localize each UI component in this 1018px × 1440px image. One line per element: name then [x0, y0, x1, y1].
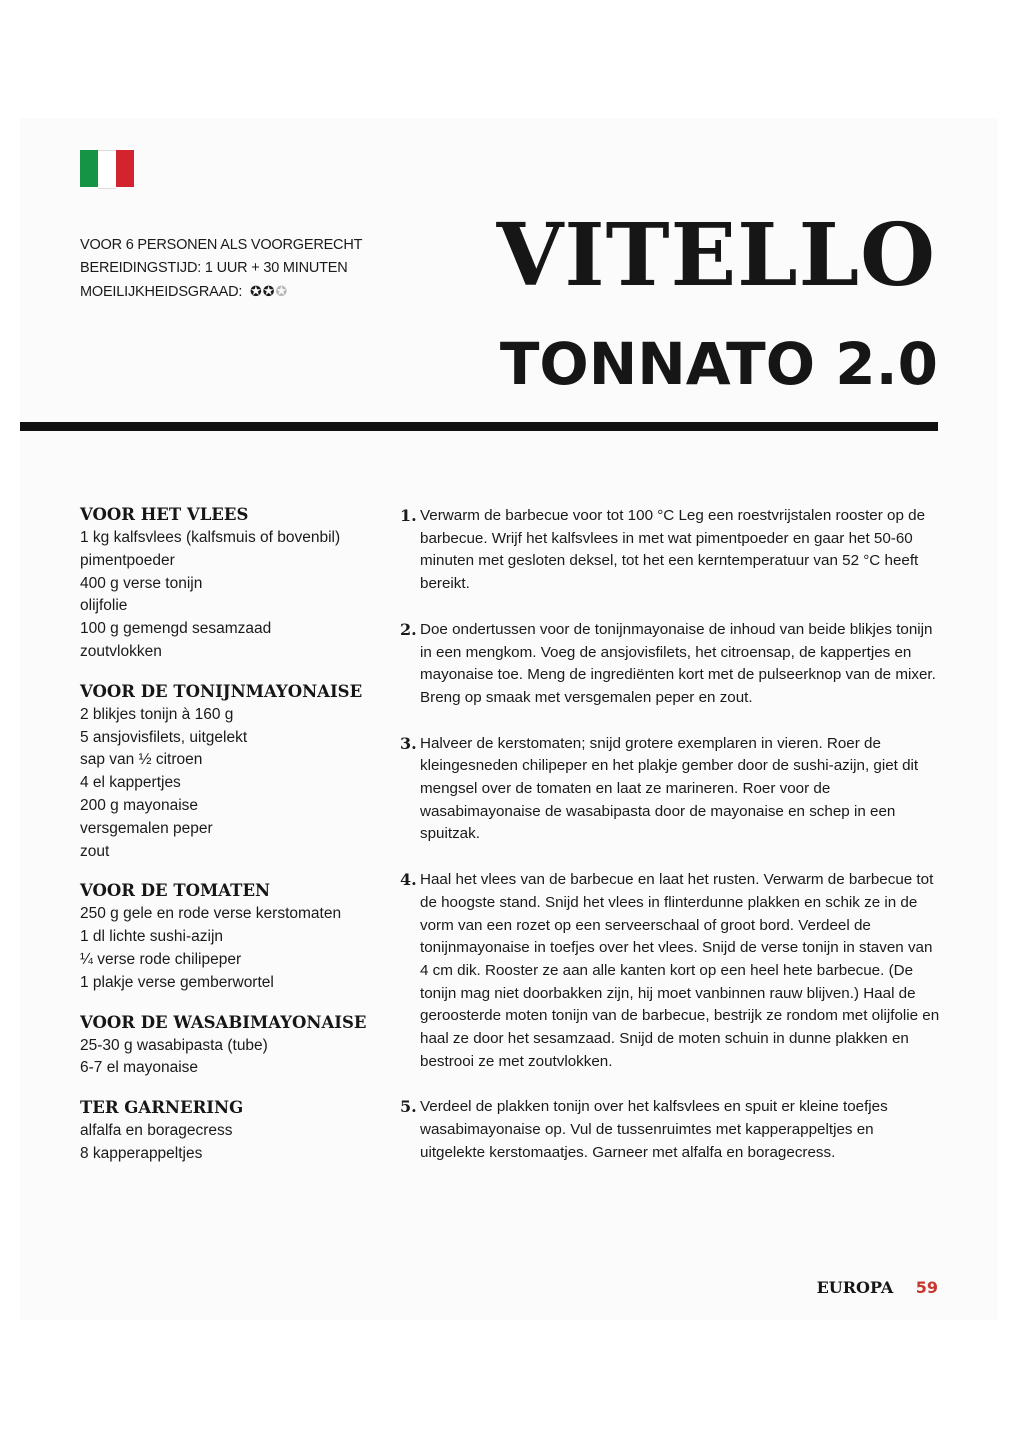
footer-section-name: EUROPA	[816, 1278, 894, 1297]
ingredients-list	[80, 503, 380, 1182]
ingredient-item: ¼ verse rode chilipeper	[80, 950, 242, 968]
difficulty-empty-icon: ✪	[275, 283, 289, 299]
ingredient-item: 2 blikjes tonijn à 160 g	[80, 705, 234, 723]
method-step	[400, 619, 940, 710]
difficulty-row	[80, 280, 362, 304]
difficulty-rating	[250, 280, 288, 303]
step-number: 1.	[400, 506, 417, 525]
step-text: Verwarm de barbecue voor tot 100 °C Leg een roestvrijstalen rooster op de barbecue. Wrijf het kalfsvlees in met wat pimentpoeder en gaar het 50-60 minuten met gesloten deksel, tot het een kerntemperatuur van 52 °C heeft bereikt.	[420, 507, 926, 593]
method-step	[400, 733, 940, 847]
ingredient-item: 1 dl lichte sushi-azijn	[80, 928, 224, 946]
ingredient-item: zoutvlokken	[80, 642, 162, 660]
ingredient-item: 6-7 el mayonaise	[80, 1059, 199, 1077]
step-number: 4.	[400, 870, 417, 890]
ingredient-item: versgemalen peper	[80, 819, 213, 837]
step-text: Doe ondertussen voor de tonijnmayonaise de inhoud van beide blikjes tonijn in een mengkom. Voeg de ansjovisfilets, het citroensap, de kappertjes en mayonaise toe. Meng de ingrediënten kort met de pulseerknop van de mixer. Breng op smaak met versgemalen peper en zout.	[420, 620, 936, 706]
ingredient-item: 1 plakje verse gemberwortel	[80, 973, 274, 991]
ingredient-item: 250 g gele en rode verse kerstomaten	[80, 905, 342, 923]
step-number: 5.	[400, 1097, 417, 1117]
recipe-meta	[80, 234, 362, 304]
header-divider	[20, 422, 938, 431]
recipe-title-line1: VITELLO	[496, 205, 936, 306]
recipe-title-line2: TONNATO 2.0	[499, 330, 938, 398]
ingredient-section-heading: VOOR DE TONIJNMAYONAISE	[80, 681, 363, 701]
step-text: Haal het vlees van de barbecue en laat het rusten. Verwarm de barbecue tot de hoogste stand. Snijd het vlees in flinterdunne plakken en schik ze in de vorm van een rozet op een serveerschaal of groot bord. Verdeel de tonijnmayonaise in toefjes over het vlees. Snijd de verse tonijn in staven van 4 cm dik. Rooster ze aan alle kanten kort op een heel hete barbecue. (De tonijn mag niet doorbakken zijn, hij moet vanbinnen rauw blijven.) Haal de geroosterde moten tonijn van de barbecue, bestrijk ze rondom met olijfolie en haal ze door het sesamzaad. Snijd de moten schuin in dunne plakken en bestrooi ze met zoutvlokken.	[420, 871, 940, 1070]
step-number: 2.	[400, 619, 417, 639]
flag-white-stripe	[98, 150, 116, 189]
ingredient-item: 5 ansjovisfilets, uitgelekt	[80, 728, 248, 746]
page-number: 59	[915, 1278, 938, 1297]
ingredient-item: 400 g verse tonijn	[80, 574, 203, 592]
method-steps	[400, 505, 940, 1188]
servings-text: VOOR 6 PERSONEN ALS VOORGERECHT	[80, 237, 363, 253]
ingredient-item: olijfolie	[80, 597, 128, 615]
ingredient-section	[80, 680, 380, 864]
ingredient-item: 8 kapperappeltjes	[80, 1144, 203, 1162]
ingredient-item: 1 kg kalfsvlees (kalfsmuis of bovenbil)	[80, 529, 341, 546]
flag-red-stripe	[116, 150, 134, 187]
ingredient-item: pimentpoeder	[80, 551, 175, 569]
prep-time-text: BEREIDINGSTIJD: 1 UUR + 30 MINUTEN	[80, 260, 348, 276]
ingredient-section	[80, 879, 380, 994]
ingredient-section	[80, 1096, 380, 1166]
method-step	[400, 505, 940, 596]
ingredient-item: 100 g gemengd sesamzaad	[80, 620, 272, 638]
ingredient-item: sap van ½ citroen	[80, 751, 203, 769]
step-text: Halveer de kerstomaten; snijd grotere exemplaren in vieren. Roer de kleingesneden chilipeper en het plakje gember door de sushi-azijn, giet dit mengsel over de tomaten en laat ze marineren. Roer voor de wasabimayonaise de wasabipasta door de mayonaise en schep in een spuitzak.	[420, 734, 919, 843]
difficulty-label: MOEILIJKHEIDSGRAAD:	[80, 284, 243, 300]
flag-green-stripe	[80, 150, 98, 187]
ingredient-section-heading: VOOR DE TOMATEN	[80, 881, 271, 901]
ingredient-section	[80, 503, 380, 664]
ingredient-item: 200 g mayonaise	[80, 796, 199, 814]
italian-flag-icon	[80, 150, 134, 187]
ingredient-section-heading: VOOR DE WASABIMAYONAISE	[80, 1012, 367, 1032]
difficulty-filled-icon: ✪	[250, 283, 263, 299]
step-number: 3.	[400, 733, 417, 753]
ingredient-section	[80, 1011, 380, 1081]
step-text: Verdeel de plakken tonijn over het kalfsvlees en spuit er kleine toefjes wasabimayonaise op. Vul de tussenruimtes met kapperappeltjes en uitgelekte kerstomaatjes. Garneer met alfalfa en boragecress.	[420, 1098, 888, 1161]
ingredient-item: 4 el kappertjes	[80, 774, 181, 792]
ingredient-item: zout	[80, 842, 110, 860]
page-footer	[817, 1277, 938, 1300]
method-step	[400, 869, 940, 1073]
difficulty-filled-icon: ✪	[262, 283, 276, 299]
ingredient-section-heading: TER GARNERING	[80, 1098, 244, 1118]
ingredient-section-heading: VOOR HET VLEES	[80, 505, 249, 524]
ingredient-item: alfalfa en boragecress	[80, 1122, 233, 1140]
ingredient-item: 25-30 g wasabipasta (tube)	[80, 1036, 268, 1054]
method-step	[400, 1096, 940, 1164]
